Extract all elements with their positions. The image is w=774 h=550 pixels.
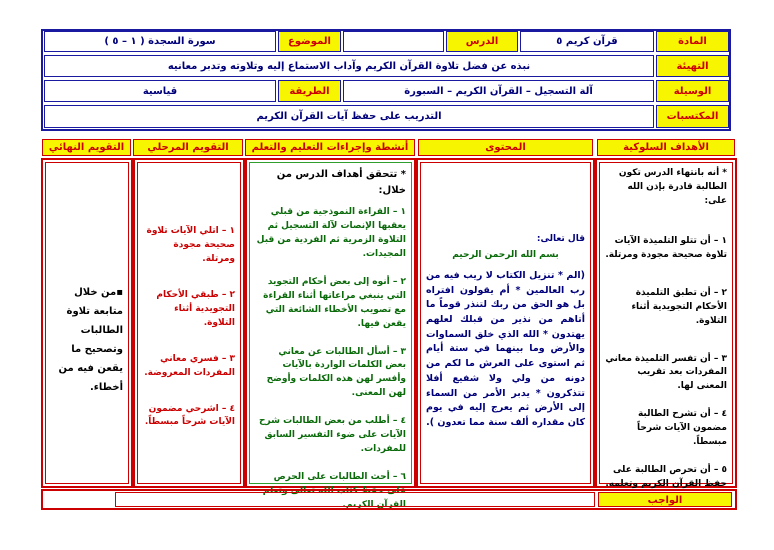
formative-item: ١ – اتلي الآيات تلاوة صحيحة مجودة ومرتلة. — [146, 226, 235, 264]
objective-item: ٣ – أن تفسر التلميذة معاني المفردات بعد تقريب المعنى لها. — [605, 353, 727, 392]
objective-item: ٥ – أن تحرص الطالبة على حفظ القرآن الكريم وتعلمه. — [605, 465, 727, 490]
homework-value — [115, 492, 595, 507]
intro-label: التهيئة — [656, 55, 729, 77]
subject-value: قرآن كريم ٥ — [520, 31, 654, 52]
method-label: الطريقة — [278, 80, 341, 102]
formative-item: ٢ – طبقي الأحكام التجويدية أثناء التلاوة. — [156, 289, 235, 328]
objective-item: ١ – أن تتلو التلميذة الآيات تلاوة صحيحة مجودة ومرتلة. — [605, 235, 727, 260]
quran-verses: (الم * تنزيل الكتاب لا ريب فيه من رب العالمين * أم يقولون افتراه بل هو الحق من ربك لتنذر قوماً ما أتاهم من نذير من قبلك لعلهم يهتدون * الله الذي خلق السماوات والأرض وما بينهما في ستة أيام ثم استوى على العرش ما لكم من دونه من ولي ولا شفيع أفلا تتذكرون * يدبر الأمر من السماء إلى الأرض ثم يعرج إليه في يوم كان مقداره ألف سنة مما تعدون ). — [426, 269, 585, 429]
intro-value: نبذه عن فضل تلاوة القرآن الكريم وآداب الاستماع إليه وتلاوته وتدبر معانيه — [44, 55, 654, 77]
gains-value: التدريب على حفظ آيات القرآن الكريم — [44, 105, 654, 128]
objective-item: ٤ – أن تشرح الطالبة مضمون الآيات شرحاً مبسطاً. — [637, 409, 727, 448]
method-value: قياسية — [44, 80, 276, 102]
gains-label: المكتسبات — [656, 105, 729, 128]
activity-item: ٢ – أنوه إلى بعض أحكام التجويد التي ينبغي مراعاتها أثناء القراءة مع تصويب الأخطاء الشائعة التي يقعن فيها. — [263, 276, 406, 329]
means-label: الوسيلة — [656, 80, 729, 102]
activity-item: ١ – القراءة النموذجية من قبلي يعقبها الإنصات لآلة التسجيل ثم التلاوة الزمرية ثم الفردية من قبل المجيدات. — [256, 207, 406, 259]
subject-label: المادة — [656, 31, 729, 52]
activities-column — [245, 158, 416, 510]
homework-label: الواجب — [598, 492, 732, 507]
formative-item: ٤ – اشرحي مضمون الآيات شرحاً مبسطاً. — [144, 403, 235, 428]
objective-item: ٢ – أن تطبق التلميذة الأحكام التجويدية أثناء التلاوة. — [631, 287, 727, 326]
content-header: المحتوى — [418, 139, 593, 156]
activity-item: ٤ – أطلب من بعض الطالبات شرح الآيات على ضوء التفسير السابق للمفردات. — [259, 416, 406, 455]
formative-header: التقويم المرحلي — [133, 139, 243, 156]
topic-value: سورة السجدة ( ١ – ٥ ) — [44, 31, 276, 52]
final-column — [41, 158, 133, 488]
lesson-value — [343, 31, 444, 52]
formative-column — [133, 158, 245, 488]
final-evaluation-text: ▪من خلال متابعة تلاوة الطالبات وتصحيح ما يقعن فيه من أخطاء. — [58, 287, 123, 393]
activity-item: ٦ – أحث الطالبات على الحرص على حفظ كتاب الله تعالى وتعلم القرآن الكريم. — [262, 472, 406, 510]
formative-item: ٣ – فسري معاني المفردات المعروضة. — [144, 353, 235, 378]
final-header: التقويم النهائي — [42, 139, 131, 156]
activities-header: أنشطة وإجراءات التعليم والتعلم — [245, 139, 415, 156]
lesson-label: الدرس — [446, 31, 518, 52]
means-value: آلة التسجيل – القرآن الكريم – السبورة — [343, 80, 654, 102]
objectives-column — [595, 158, 737, 488]
content-column — [416, 158, 595, 488]
topic-label: الموضوع — [278, 31, 341, 52]
activity-item: ٣ – أسأل الطالبات عن معاني بعض الكلمات الواردة بالآيات وأفسر لهن هذه الكلمات وأوضح لهن المعنى. — [266, 346, 406, 399]
basmala: بسم الله الرحمن الرحيم — [452, 249, 559, 260]
objectives-header: الأهداف السلوكية — [597, 139, 735, 156]
content-intro: قال تعالى: — [536, 234, 585, 244]
objective-intro: * أنه بانتهاء الدرس تكون الطالبة قادرة بإذن الله على: — [618, 168, 727, 206]
homework-row — [41, 489, 737, 510]
activities-intro: * تتحقق أهداف الدرس من خلال: — [276, 169, 406, 196]
